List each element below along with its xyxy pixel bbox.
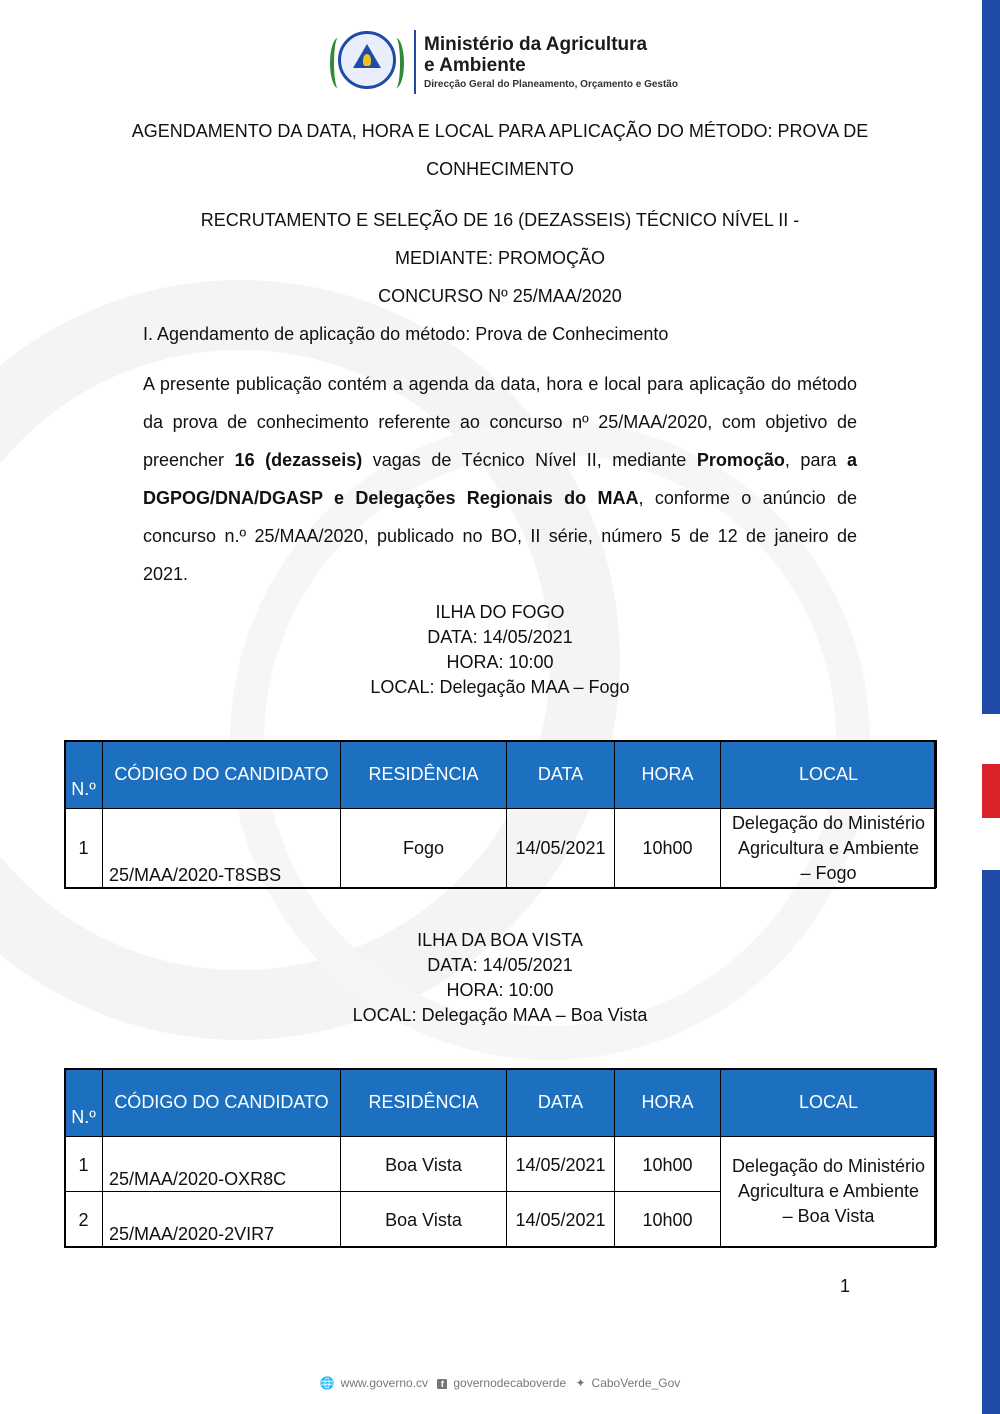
header-num: N.º xyxy=(65,1069,103,1137)
cell-time: 10h00 xyxy=(615,1137,721,1192)
cell-time: 10h00 xyxy=(615,809,721,888)
header-time: HORA xyxy=(615,1069,721,1137)
header-code: CÓDIGO DO CANDIDATO xyxy=(103,741,341,809)
local-line1: Delegação do Ministério xyxy=(731,1156,926,1176)
org-title-line1: Ministério da Agricultura xyxy=(424,34,648,55)
local-line2: Agricultura e Ambiente xyxy=(737,1181,920,1201)
title-line3: RECRUTAMENTO E SELEÇÃO DE 16 (DEZASSEIS) TÉCNICO NÍVEL II - xyxy=(200,210,800,230)
cell-residence: Boa Vista xyxy=(341,1137,507,1192)
fogo-island: ILHA DO FOGO xyxy=(435,602,565,622)
letterhead-text xyxy=(424,34,678,90)
cell-num: 2 xyxy=(65,1192,103,1247)
cell-date: 14/05/2021 xyxy=(507,1192,615,1247)
globe-icon: 🌐 xyxy=(319,1376,335,1390)
title-line5: CONCURSO Nº 25/MAA/2020 xyxy=(378,286,622,306)
footer-facebook[interactable]: governodecaboverde xyxy=(453,1376,567,1390)
local-line2: Agricultura e Ambiente xyxy=(737,837,920,858)
boavista-table xyxy=(64,1068,937,1247)
header-residence: RESIDÊNCIA xyxy=(341,1069,507,1137)
side-stripe-blue-bottom xyxy=(982,870,1000,1414)
cell-residence: Boa Vista xyxy=(341,1192,507,1247)
table-row xyxy=(65,809,937,888)
org-subtitle: Direcção Geral do Planeamento, Orçamento e Gestão xyxy=(424,79,678,90)
header-local: LOCAL xyxy=(721,741,937,809)
intro-paragraph: A presente publicação contém a agenda da data, hora e local para aplicação do método da prova de conhecimento referente ao concurso nº 25/MAA/2020, com objetivo de preencher 16 (dezasseis) vagas de Técnico Nível II, mediante Promoção, para a DGPOG/DNA/DGASP e Delegações Regionais do MAA, conforme o anúncio de concurso n.º 25/MAA/2020, publicado no BO, II série, número 5 de 12 de janeiro de 2021. xyxy=(143,374,858,584)
header-code: CÓDIGO DO CANDIDATO xyxy=(103,1069,341,1137)
boavista-island: ILHA DA BOA VISTA xyxy=(417,930,583,950)
footer-twitter[interactable]: CaboVerde_Gov xyxy=(591,1376,681,1390)
header-date: DATA xyxy=(507,1069,615,1137)
letterhead xyxy=(330,26,678,98)
twitter-icon: ✦ xyxy=(575,1376,586,1390)
cell-num: 1 xyxy=(65,1137,103,1192)
cell-residence: Fogo xyxy=(341,809,507,888)
table-header-row xyxy=(65,1069,937,1137)
cell-local xyxy=(721,1137,937,1247)
cell-date: 14/05/2021 xyxy=(507,1137,615,1192)
header-date: DATA xyxy=(507,741,615,809)
coat-of-arms-icon xyxy=(330,28,404,96)
cell-code: 25/MAA/2020-2VIR7 xyxy=(103,1192,341,1247)
section-heading: I. Agendamento de aplicação do método: Prova de Conhecimento xyxy=(143,324,669,344)
header-num: N.º xyxy=(65,741,103,809)
page-number: 1 xyxy=(839,1276,850,1296)
cell-num: 1 xyxy=(65,809,103,888)
title-line4: MEDIANTE: PROMOÇÃO xyxy=(394,248,605,268)
boavista-date: DATA: 14/05/2021 xyxy=(427,955,573,975)
fogo-date: DATA: 14/05/2021 xyxy=(427,627,573,647)
local-line1: Delegação do Ministério xyxy=(731,812,926,833)
fogo-table xyxy=(64,740,937,888)
local-line3: – Fogo xyxy=(800,862,857,883)
title-line1: AGENDAMENTO DA DATA, HORA E LOCAL PARA APLICAÇÃO DO MÉTODO: PROVA DE xyxy=(131,121,869,141)
fogo-time: HORA: 10:00 xyxy=(446,652,554,672)
local-line3: – Boa Vista xyxy=(782,1206,875,1226)
letterhead-divider xyxy=(414,30,416,94)
cell-date: 14/05/2021 xyxy=(507,809,615,888)
cell-code: 25/MAA/2020-OXR8C xyxy=(103,1137,341,1192)
org-title-line2: e Ambiente xyxy=(424,55,526,76)
footer-website[interactable]: www.governo.cv xyxy=(340,1376,429,1390)
fogo-local: LOCAL: Delegação MAA – Fogo xyxy=(370,677,630,697)
footer xyxy=(0,1376,1000,1390)
table-header-row xyxy=(65,741,937,809)
table-row xyxy=(65,1137,937,1192)
boavista-time: HORA: 10:00 xyxy=(446,980,554,1000)
cell-time: 10h00 xyxy=(615,1192,721,1247)
header-local: LOCAL xyxy=(721,1069,937,1137)
side-stripe-red xyxy=(982,764,1000,818)
facebook-icon: f xyxy=(437,1379,447,1389)
header-residence: RESIDÊNCIA xyxy=(341,741,507,809)
title-line2: CONHECIMENTO xyxy=(426,159,574,179)
header-time: HORA xyxy=(615,741,721,809)
cell-code: 25/MAA/2020-T8SBS xyxy=(103,809,341,888)
boavista-local: LOCAL: Delegação MAA – Boa Vista xyxy=(352,1005,648,1025)
cell-local xyxy=(721,809,937,888)
